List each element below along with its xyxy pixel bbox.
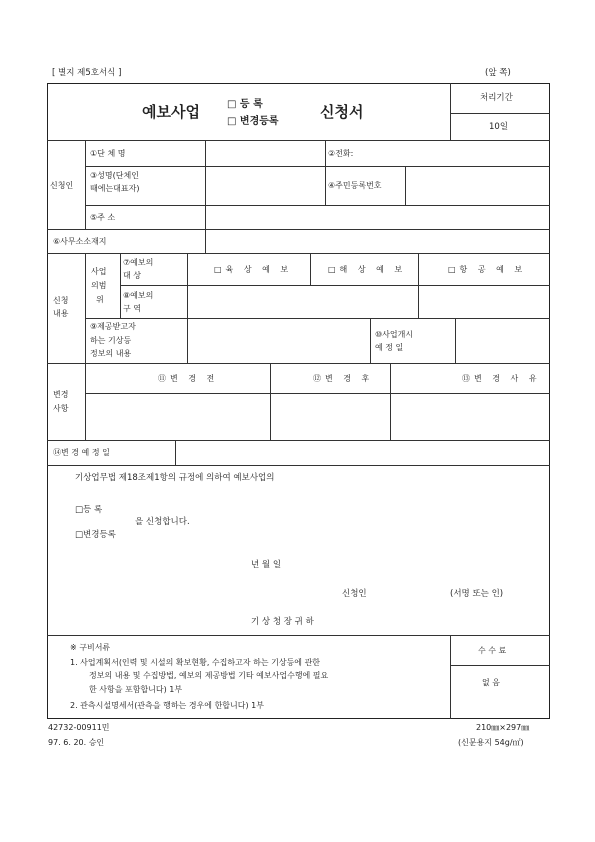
divider xyxy=(370,318,371,363)
divider xyxy=(450,635,451,719)
divider xyxy=(85,166,550,167)
section-applicant: 신청인 xyxy=(50,181,74,190)
before-change-label: ⑪변 경 전 xyxy=(158,374,219,383)
business-scope-label: 사업 xyxy=(91,267,107,276)
divider xyxy=(450,113,550,114)
attachment-item-2: 2. 관측시설명세서(관측을 행하는 경우에 한합니다) 1부 xyxy=(70,701,264,710)
change-reason-label: ⑬변 경 사 유 xyxy=(462,374,541,383)
divider xyxy=(85,393,550,394)
office-location-label: ⑥사무소소재지 xyxy=(53,237,107,246)
divider xyxy=(47,465,550,466)
org-name-label: ①단 체 명 xyxy=(90,149,126,158)
statement-text: 기상업무법 제18조제1항의 규정에 의하여 예보사업의 xyxy=(75,473,275,483)
attachment-item-1: 1. 사업계획서(인력 및 시설의 확보현황, 수집하고자 하는 기상등에 관한 xyxy=(70,658,321,667)
name-label-sub: 때에는대표자) xyxy=(90,184,140,193)
divider xyxy=(390,363,391,440)
name-label: ③성명(단체인 xyxy=(90,171,139,180)
divider xyxy=(405,166,406,205)
divider xyxy=(270,363,271,440)
option-sea-forecast[interactable]: □해 상 예 보 xyxy=(328,265,407,274)
form-code: 42732-00911민 xyxy=(48,723,110,732)
section-changes-sub: 사항 xyxy=(53,404,69,413)
forecast-area-label: ⑧예보의 xyxy=(123,291,154,300)
page-side: (앞 쪽) xyxy=(485,68,511,78)
forecast-area-label-2: 구 역 xyxy=(123,304,141,313)
phone-label: ②전화: xyxy=(328,149,354,158)
divider xyxy=(450,665,550,666)
divider xyxy=(418,253,419,318)
divider xyxy=(47,253,550,254)
form-number: [ 별지 제5호서식 ] xyxy=(52,68,122,78)
start-date-label: ⑩사업개시 xyxy=(375,330,414,339)
statement-apply: 을 신청합니다. xyxy=(135,517,190,527)
divider xyxy=(47,140,550,141)
approval-date: 97. 6. 20. 승인 xyxy=(48,738,105,747)
divider xyxy=(450,83,451,140)
provided-info-label-2: 하는 기상등 xyxy=(90,336,132,345)
forecast-target-label-2: 대 상 xyxy=(123,271,141,280)
paper-size: 210㎜×297㎜ xyxy=(476,723,530,732)
signature-note: (서명 또는 인) xyxy=(450,589,504,599)
attachments-title: ※ 구비서류 xyxy=(70,643,111,652)
business-scope-label-3: 위 xyxy=(96,295,104,304)
attachment-item-1-line-2: 정보의 내용 및 수집방법, 예보의 제공방법 기타 예보사업수행에 필요 xyxy=(89,671,329,680)
divider xyxy=(47,229,550,230)
title-option-change: □ 변경등록 xyxy=(227,116,279,127)
option-air-forecast[interactable]: □항 공 예 보 xyxy=(448,265,527,274)
divider xyxy=(205,140,206,253)
processing-period-value: 10일 xyxy=(489,122,509,132)
form-title-right: 신청서 xyxy=(320,103,364,121)
divider xyxy=(310,253,311,285)
section-content-sub: 내용 xyxy=(53,309,69,318)
divider xyxy=(120,285,550,286)
form-title-left: 예보사업 xyxy=(142,103,200,121)
divider xyxy=(187,253,188,363)
fee-value: 없 음 xyxy=(482,678,500,687)
divider xyxy=(47,363,550,364)
divider xyxy=(47,440,550,441)
address-label: ⑤주 소 xyxy=(90,213,116,222)
date-line: 년 월 일 xyxy=(251,560,282,570)
divider xyxy=(85,363,86,440)
resident-number-label: ④주민등록번호 xyxy=(328,181,382,190)
statement-option-register[interactable]: □등 록 xyxy=(75,505,103,515)
section-changes: 변경 xyxy=(53,390,69,399)
attachment-item-1-line-3: 한 사항을 포함합니다) 1부 xyxy=(89,685,183,694)
divider xyxy=(85,318,550,319)
divider xyxy=(85,205,550,206)
divider xyxy=(47,635,550,636)
fee-label: 수 수 료 xyxy=(478,646,507,655)
after-change-label: ⑫변 경 후 xyxy=(313,374,374,383)
divider xyxy=(455,318,456,363)
statement-option-change[interactable]: □변경등록 xyxy=(75,530,116,540)
divider xyxy=(325,140,326,205)
signature-applicant: 신청인 xyxy=(342,589,367,599)
provided-info-label-3: 정보의 내용 xyxy=(90,349,132,358)
divider xyxy=(85,140,86,229)
divider xyxy=(120,253,121,318)
section-content: 신청 xyxy=(53,296,69,305)
title-option-register: □ 등 록 xyxy=(227,99,263,110)
forecast-target-label: ⑦예보의 xyxy=(123,258,154,267)
business-scope-label-2: 의범 xyxy=(91,281,107,290)
provided-info-label: ⑨제공받고자 xyxy=(90,322,136,331)
start-date-label-2: 예 정 일 xyxy=(375,343,404,352)
divider xyxy=(85,253,86,363)
paper-type: (신문용지 54g/㎡) xyxy=(458,738,524,747)
processing-period-label: 처리기간 xyxy=(480,93,513,103)
option-land-forecast[interactable]: □육 상 예 보 xyxy=(214,265,293,274)
recipient: 기 상 청 장 귀 하 xyxy=(251,617,314,627)
divider xyxy=(175,440,176,465)
change-date-label: ⑭변 경 예 정 일 xyxy=(53,448,110,457)
